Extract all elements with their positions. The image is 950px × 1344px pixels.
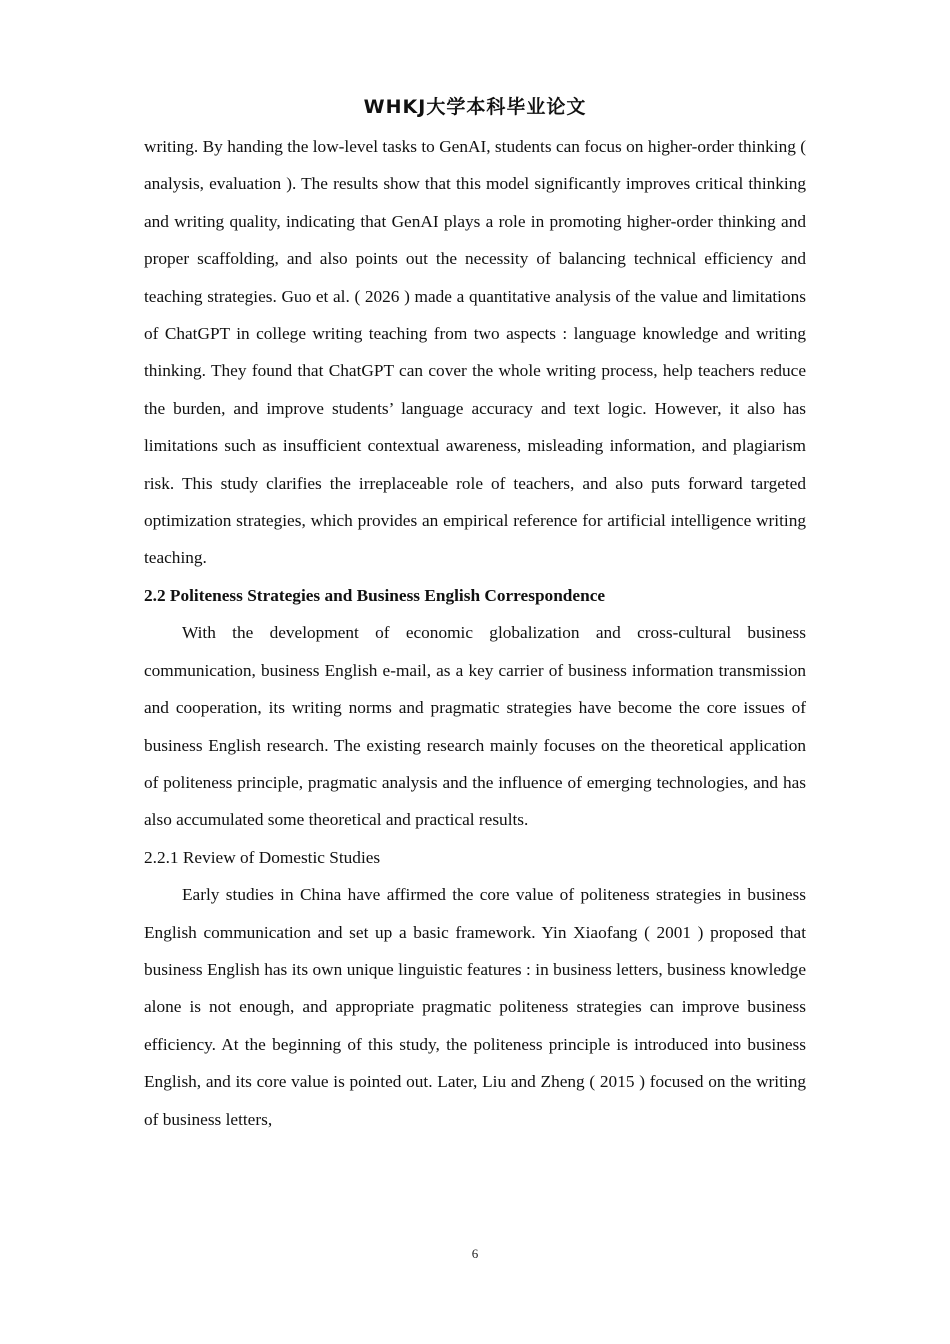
page-number: 6 [471, 1246, 479, 1261]
section-heading: 2.2 Politeness Strategies and Business English Correspondence [144, 585, 606, 605]
body-paragraph: Early studies in China have affirmed the core value of politeness strategies in business English communication and set up a basic framework. Yin Xiaofang ( 2001 ) proposed that business English has its own unique linguistic features : in business letters, business knowledge alone is not enough, and appropriate pragmatic politeness strategies can improve business efficiency. At the beginning of this study, the politeness principle is introduced into business English, and its core value is pointed out. Later, Liu and Zheng ( 2015 ) focused on the writing of business letters, [144, 885, 806, 1129]
body-paragraph: With the development of economic globalization and cross-cultural business communication, business English e-mail, as a key carrier of business information transmission and cooperation, its writing norms and pragmatic strategies have become the core issues of business English research. The existing research mainly focuses on the theoretical application of politeness principle, pragmatic analysis and the influence of emerging technologies, and has also accumulated some theoretical and practical results. [144, 623, 806, 830]
running-header: WHKJ大学本科毕业论文 [363, 96, 587, 118]
subsection-heading: 2.2.1 Review of Domestic Studies [144, 847, 381, 867]
body-paragraph-continued: writing. By handing the low-level tasks to GenAI, students can focus on higher-order thinking ( analysis, evaluation ). The results show that this model significantly improves critical thinking and writing quality, indicating that GenAI plays a role in promoting higher-order thinking and proper scaffolding, and also points out the necessity of balancing technical efficiency and teaching strategies. Guo et al. ( 2026 ) made a quantitative analysis of the value and limitations of ChatGPT in college writing teaching from two aspects : language knowledge and writing thinking. They found that ChatGPT can cover the whole writing process, help teachers reduce the burden, and improve students’ language accuracy and text logic. However, it also has limitations such as insufficient contextual awareness, misleading information, and plagiarism risk. This study clarifies the irreplaceable role of teachers, and also puts forward targeted optimization strategies, which provides an empirical reference for artificial intelligence writing teaching. [144, 137, 806, 568]
page-body [144, 128, 806, 1138]
